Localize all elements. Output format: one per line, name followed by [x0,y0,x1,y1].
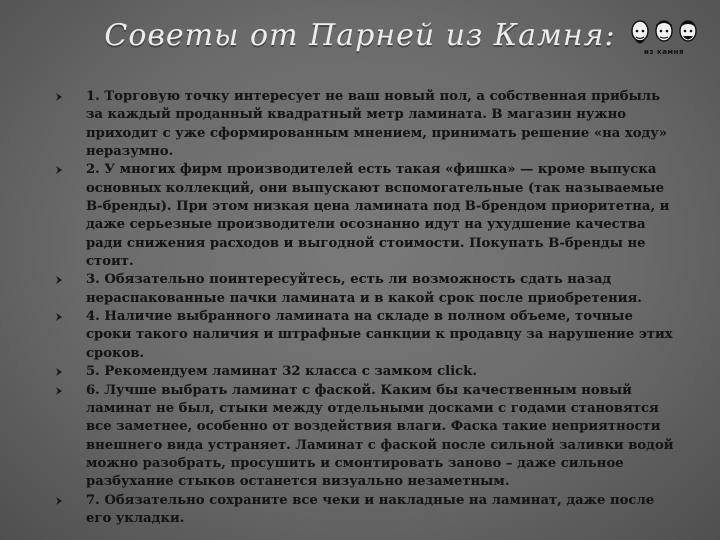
logo-caption: из камня [644,48,684,56]
tip-text: 1. Торговую точку интересует не ваш новый пол, а собственная прибыль за каждый проданный квадратный метр ламината. В магазин нужно приходит с уже сформированным мнением, принимать решение «на ходу» неразумно. [86,89,667,160]
arrowhead-bullet-icon [54,275,64,285]
faces-icon [626,18,702,48]
arrowhead-bullet-icon [54,92,64,102]
tip-text: 2. У многих фирм производителей есть такая «фишка» — кроме выпуска основных коллекций, они выпускают вспомогательные (так называемые В-бренды). При этом низкая цена ламината под В-брендом приоритетна, и даже серьезные производители осознанно идут на ухудшение качества ради снижения расходов и выгодной стоимости. Покупать В-бренды не стоит. [86,162,670,270]
list-item [54,382,676,492]
list-item [54,492,676,529]
arrowhead-bullet-icon [54,312,64,322]
tip-text: 3. Обязательно поинтересуйтесь, есть ли возможность сдать назад нераспакованные пачки ламината и в какой срок после приобретения. [86,272,642,306]
tips-list [54,88,676,528]
tip-text: 4. Наличие выбранного ламината на складе в полном объеме, точные сроки такого наличия и штрафные санкции к продавцу за нарушение этих сроков. [86,309,673,361]
list-item [54,88,676,161]
slide-title: Советы от Парней из Камня: [104,18,616,53]
arrowhead-bullet-icon [54,165,64,175]
tip-text: 6. Лучше выбрать ламинат с фаской. Каким бы качественным новый ламинат не был, стыки между отдельными досками с годами становятся все заметнее, особенно от воздействия влаги. Фаска такие неприятности внешнего вида устраняет. Ламинат с фаской после сильной заливки водой можно разобрать, просушить и смонтировать заново – даже сильное разбухание стыков останется визуально незаметным. [86,382,674,490]
arrowhead-bullet-icon [54,386,64,396]
tip-text: 5. Рекомендуем ламинат 32 класса с замком сlick. [86,364,477,380]
tip-text: 7. Обязательно сохраните все чеки и накладные на ламинат, даже после его укладки. [86,492,655,526]
list-item [54,308,676,363]
list-item [54,271,676,308]
company-logo [626,18,702,62]
list-item [54,363,676,381]
arrowhead-bullet-icon [54,496,64,506]
arrowhead-bullet-icon [54,367,64,377]
list-item [54,161,676,271]
